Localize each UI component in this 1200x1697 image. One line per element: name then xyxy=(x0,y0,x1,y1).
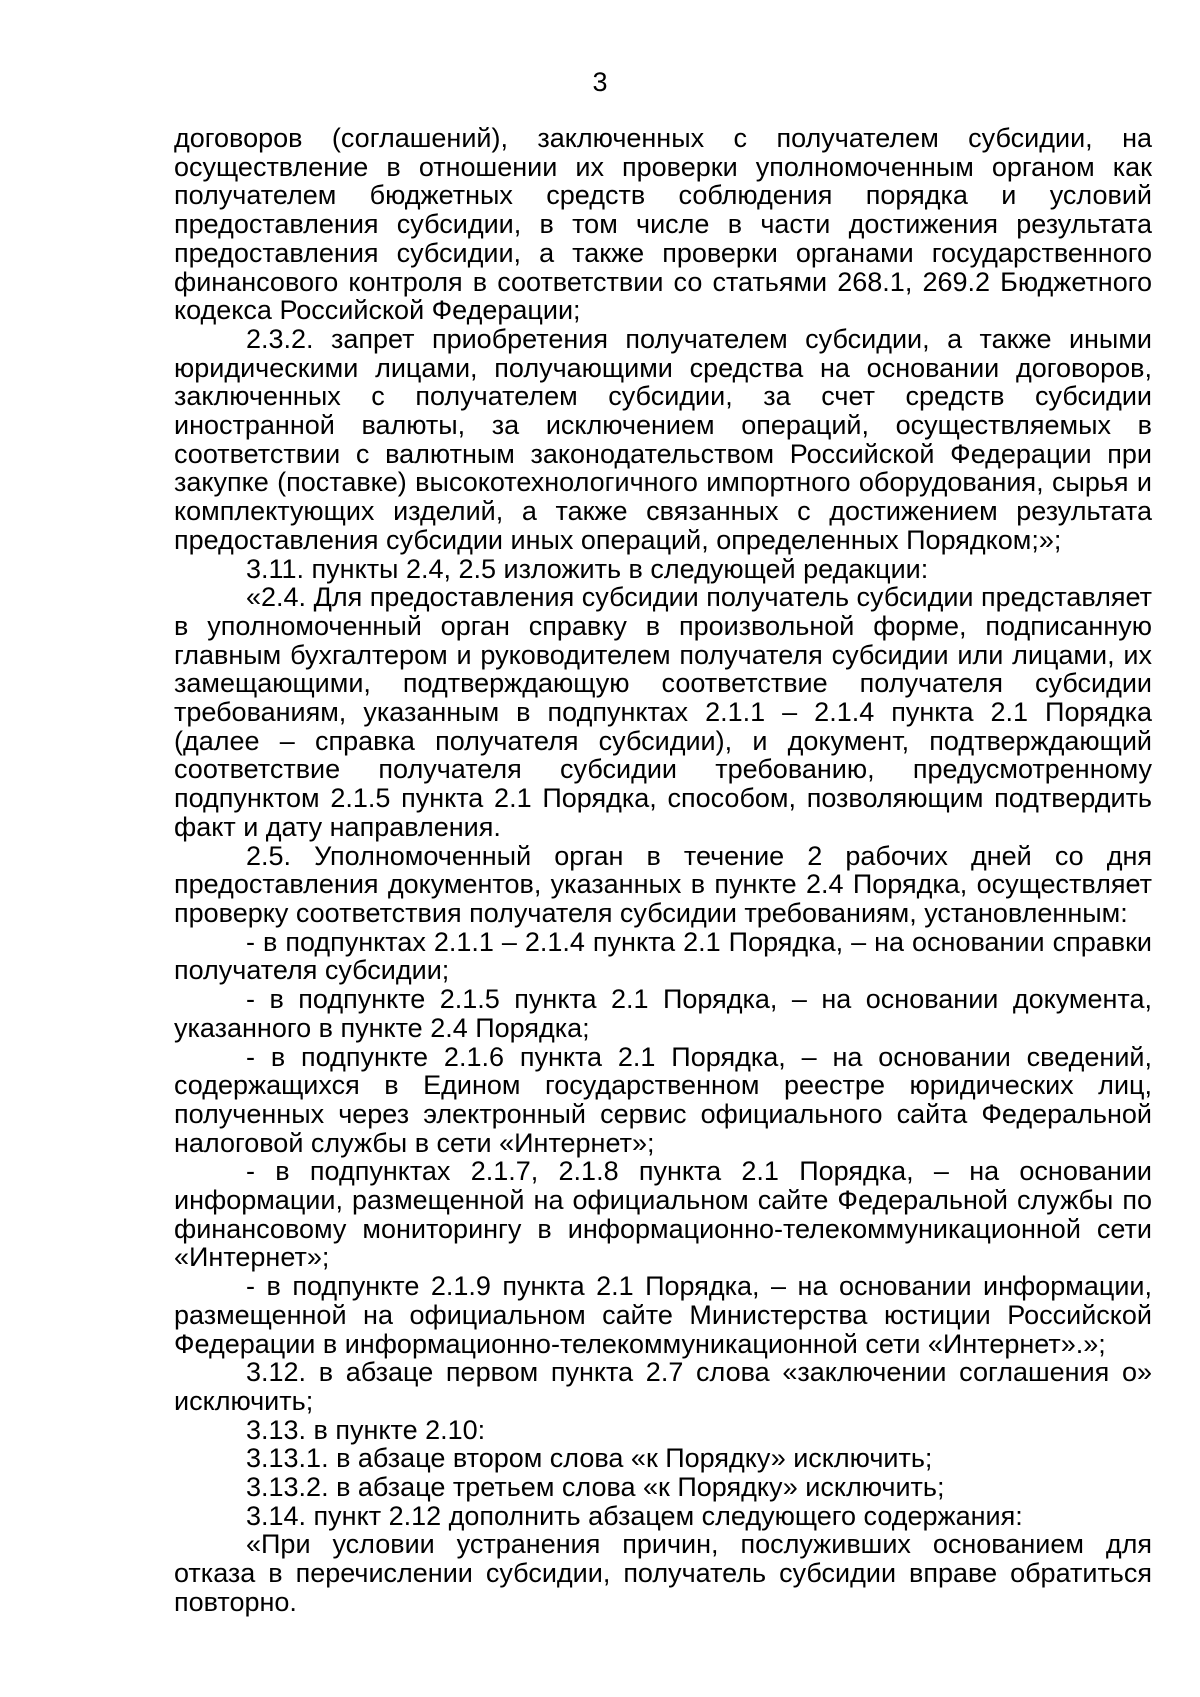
paragraph-9: - в подпунктах 2.1.7, 2.1.8 пункта 2.1 Порядка, – на основании информации, размещенной на официальном сайте Федеральной службы по финансовому мониторингу в информационно-телекоммуникационной сети «Интернет»; xyxy=(174,1156,1152,1273)
paragraph-7: - в подпункте 2.1.5 пункта 2.1 Порядка, – на основании документа, указанного в пункте 2.4 Порядка; xyxy=(174,984,1152,1043)
paragraph-11: 3.12. в абзаце первом пункта 2.7 слова «заключении соглашения о» исключить; xyxy=(174,1357,1152,1416)
document-body xyxy=(174,124,1152,1617)
paragraph-6: - в подпунктах 2.1.1 – 2.1.4 пункта 2.1 Порядка, – на основании справки получателя субсидии; xyxy=(174,926,1152,986)
paragraph-8: - в подпункте 2.1.6 пункта 2.1 Порядка, – на основании сведений, содержащихся в Едином государственном реестре юридических лиц, полученных через электронный сервис официального сайта Федеральной налоговой службы в сети «Интернет»; xyxy=(174,1041,1152,1158)
paragraph-12: 3.13. в пункте 2.10: xyxy=(246,1414,486,1445)
paragraph-15: 3.14. пункт 2.12 дополнить абзацем следующего содержания: xyxy=(246,1500,1023,1531)
page-number: 3 xyxy=(592,67,608,97)
paragraph-4: «2.4. Для предоставления субсидии получатель субсидии представляет в уполномоченный орган справку в произвольной форме, подписанную главным бухгалтером и руководителем получателя субсидии или лицами, их замещающими, подтверждающую соответствие получателя субсидии требованиям, указанным в подпунктах 2.1.1 – 2.1.4 пункта 2.1 Порядка (далее – справка получателя субсидии), и документ, подтверждающий соответствие получателя субсидии требованию, предусмотренному подпунктом 2.1.5 пункта 2.1 Порядка, способом, позволяющим подтвердить факт и дату направления. xyxy=(174,582,1152,842)
paragraph-10: - в подпункте 2.1.9 пункта 2.1 Порядка, – на основании информации, размещенной на официальном сайте Министерства юстиции Российской Федерации в информационно-телекоммуникационной сети «Интернет».»; xyxy=(174,1271,1152,1359)
paragraph-3: 3.11. пункты 2.4, 2.5 изложить в следующей редакции: xyxy=(246,553,929,584)
paragraph-16: «При условии устранения причин, послуживших основанием для отказа в перечислении субсидии, получатель субсидии вправе обратиться повторно. xyxy=(174,1529,1152,1617)
paragraph-13: 3.13.1. в абзаце втором слова «к Порядку» исключить; xyxy=(246,1443,933,1474)
paragraph-1: договоров (соглашений), заключенных с получателем субсидии, на осуществление в отношении их проверки уполномоченным органом как получателем бюджетных средств соблюдения порядка и условий предоставления субсидии, в том числе в части достижения результата предоставления субсидии, а также проверки органами государственного финансового контроля в соответствии со статьями 268.1, 269.2 Бюджетного кодекса Российской Федерации; xyxy=(174,123,1152,326)
paragraph-2: 2.3.2. запрет приобретения получателем субсидии, а также иными юридическими лицами, получающими средства на основании договоров, заключенных с получателем субсидии, за счет средств субсидии иностранной валюты, за исключением операций, осуществляемых в соответствии с валютным законодательством Российской Федерации при закупке (поставке) высокотехнологичного импортного оборудования, сырья и комплектующих изделий, а также связанных с достижением результата предоставления субсидии иных операций, определенных Порядком;»; xyxy=(174,323,1152,555)
paragraph-5: 2.5. Уполномоченный орган в течение 2 рабочих дней со дня предоставления документов, указанных в пункте 2.4 Порядка, осуществляет проверку соответствия получателя субсидии требованиям, установленным: xyxy=(174,840,1152,928)
paragraph-14: 3.13.2. в абзаце третьем слова «к Порядку» исключить; xyxy=(246,1472,945,1503)
